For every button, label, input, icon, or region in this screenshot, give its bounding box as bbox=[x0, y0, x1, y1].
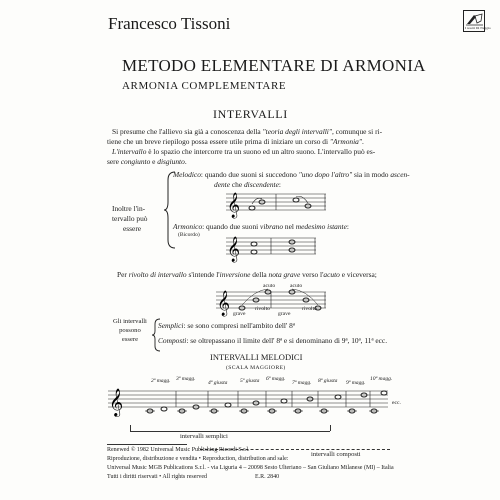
side-label-line: tervallo può bbox=[112, 214, 148, 223]
semplici-line bbox=[158, 321, 295, 330]
harmonic-line bbox=[173, 222, 349, 231]
inversion-text: Per bbox=[117, 270, 129, 279]
semplici-text: : se sono compresi nell'ambito dell' 8ª bbox=[183, 321, 295, 330]
intro-emphasis: "teoria degli intervalli" bbox=[262, 127, 332, 136]
intro-line-1 bbox=[112, 127, 382, 136]
logo-drawing bbox=[465, 12, 484, 26]
inversion-text: verso l' bbox=[300, 270, 324, 279]
melodic-section-subtitle: (SCALA MAGGIORE) bbox=[226, 365, 286, 371]
side-label-interval bbox=[112, 204, 148, 234]
semplici-caption: intervalli semplici bbox=[180, 433, 228, 440]
interval-label: 4ª giusta bbox=[208, 380, 228, 386]
inversion-text: e viceversa; bbox=[339, 270, 377, 279]
section-title: INTERVALLI bbox=[213, 107, 288, 121]
interval-label: 3ª magg. bbox=[176, 376, 196, 382]
copyright-line-3: Universal Music MGB Publications S.r.l. - via Liguria 4 – 20098 Sesto Ulteriano – San Giuliano Milanese (MI) – Italia bbox=[107, 465, 394, 471]
harmonic-emphasis: medesimo istante bbox=[295, 222, 347, 231]
classes-side-line: essere bbox=[121, 336, 138, 343]
melodic-text: che bbox=[230, 180, 244, 189]
melodic-intervals-staff bbox=[108, 385, 388, 421]
inversion-emphasis: inversione bbox=[219, 270, 251, 279]
interval-label: 5ª giusta bbox=[240, 378, 260, 384]
grave-label-2: grave bbox=[278, 311, 291, 317]
copyright-line-1: Renewed © 1982 Universal Music Publishing Ricordi S.r.l. bbox=[107, 447, 250, 453]
melodic-label: Melodico bbox=[173, 170, 201, 179]
intro-emphasis: congiunto bbox=[120, 157, 151, 166]
interval-label: 9ª magg. bbox=[346, 380, 366, 386]
interval-label: 10ª magg. bbox=[370, 376, 393, 382]
melodic-line-2 bbox=[214, 180, 281, 189]
melodic-section-title: INTERVALLI MELODICI bbox=[210, 352, 303, 362]
intro-emphasis: "Armonia" bbox=[329, 137, 362, 146]
classes-side-line: possono bbox=[119, 327, 141, 334]
footer-rule bbox=[107, 444, 187, 445]
bracket-tick bbox=[330, 425, 331, 431]
inversion-text: della bbox=[250, 270, 269, 279]
intro-text: tiene che un breve riepilogo possa essere utile prima di iniziare un corso di bbox=[107, 137, 330, 146]
semplici-label: Semplici bbox=[158, 321, 184, 330]
intro-text: sere bbox=[107, 157, 121, 166]
intro-text: . bbox=[184, 157, 187, 166]
edition-code: E.R. 2840 bbox=[255, 474, 280, 480]
intro-text: è lo spazio che intercorre tra un suono ed un altro suono. L'intervallo può es- bbox=[146, 147, 376, 156]
intro-line-4 bbox=[107, 157, 187, 166]
method-subtitle: ARMONIA COMPLEMENTARE bbox=[122, 80, 287, 92]
brace-icon bbox=[163, 170, 177, 250]
rivolto-label-2: rivolto bbox=[302, 306, 317, 312]
melodic-text: sia in modo bbox=[352, 170, 391, 179]
acuto-label-2: acuto bbox=[290, 283, 303, 289]
harmonic-emphasis: vibrano bbox=[260, 222, 284, 231]
intro-text: . bbox=[361, 137, 364, 146]
harmonic-text: nel bbox=[283, 222, 296, 231]
intro-text: Si presume che l'allievo sia già a conoscenza della bbox=[112, 127, 263, 136]
treble-clef-icon: 𝄞 bbox=[109, 388, 124, 416]
author-name: Francesco Tissoni bbox=[108, 14, 231, 33]
harmonic-label: Armonico bbox=[173, 222, 203, 231]
harmonic-staff bbox=[226, 234, 316, 264]
treble-clef-icon: 𝄞 bbox=[217, 291, 231, 316]
intro-line-3 bbox=[112, 147, 375, 156]
interval-label: 7ª magg. bbox=[292, 380, 312, 386]
harmonic-text: : bbox=[346, 222, 349, 231]
harmonic-text: : quando due suoni bbox=[202, 222, 261, 231]
side-label-line: essere bbox=[123, 224, 142, 233]
inversion-text: s'intende l' bbox=[186, 270, 220, 279]
intro-text: e bbox=[150, 157, 158, 166]
intro-line-2 bbox=[107, 137, 364, 146]
melodic-emphasis: ascen- bbox=[390, 170, 410, 179]
copyright-line-2: Riproduzione, distribuzione e vendita • Reproduction, distribution and sale: bbox=[107, 456, 289, 462]
inversion-line bbox=[117, 270, 377, 279]
semplici-bracket bbox=[130, 431, 330, 432]
melodic-text: : bbox=[278, 180, 281, 189]
intro-emphasis: disgiunto bbox=[157, 157, 185, 166]
composti-line bbox=[158, 336, 387, 345]
interval-label: 2ª magg. bbox=[151, 378, 171, 384]
rivolto-label-1: rivolto bbox=[255, 306, 270, 312]
classes-side-label bbox=[113, 317, 147, 344]
interval-label: 8ª giusta bbox=[318, 378, 338, 384]
inversion-emphasis: acuto bbox=[323, 270, 340, 279]
melodic-emphasis: discendente bbox=[243, 180, 279, 189]
publisher-logo-icon bbox=[463, 10, 491, 32]
bicordo-note: (Bicordo) bbox=[178, 232, 200, 238]
treble-clef-icon: 𝄞 bbox=[227, 193, 241, 218]
composti-caption: intervalli composti bbox=[311, 451, 361, 458]
inversion-emphasis: nota grave bbox=[268, 270, 301, 279]
grave-label-1: grave bbox=[233, 311, 246, 317]
intro-emphasis: L'intervallo bbox=[112, 147, 147, 156]
ecc-label: ecc. bbox=[392, 400, 401, 406]
copyright-line-4: Tutti i diritti riservati • All rights reserved bbox=[107, 474, 208, 480]
acuto-label-1: acuto bbox=[263, 283, 276, 289]
melodic-text: : quando due suoni si succedono bbox=[200, 170, 299, 179]
treble-clef-icon: 𝄞 bbox=[227, 237, 241, 262]
composti-text: : se oltrepassano il limite dell' 8ª e si denominano di 9ª, 10ª, 11ª ecc. bbox=[186, 336, 388, 345]
intro-text: , comunque si ri- bbox=[331, 127, 383, 136]
interval-label: 6ª magg. bbox=[266, 376, 286, 382]
classes-side-line: Gli intervalli bbox=[113, 318, 147, 325]
method-title: METODO ELEMENTARE DI ARMONIA bbox=[122, 56, 426, 75]
melodic-staff bbox=[226, 190, 326, 220]
side-label-line: Inoltre l'in- bbox=[112, 204, 146, 213]
composti-label: Composti bbox=[158, 336, 187, 345]
melodic-line-1 bbox=[173, 170, 410, 179]
melodic-emphasis: "uno dopo l'altro" bbox=[298, 170, 353, 179]
melodic-emphasis: dente bbox=[214, 180, 231, 189]
logo-caption: I nostri Di Nuggio bbox=[465, 26, 491, 30]
inversion-emphasis: rivolto di intervallo bbox=[128, 270, 187, 279]
